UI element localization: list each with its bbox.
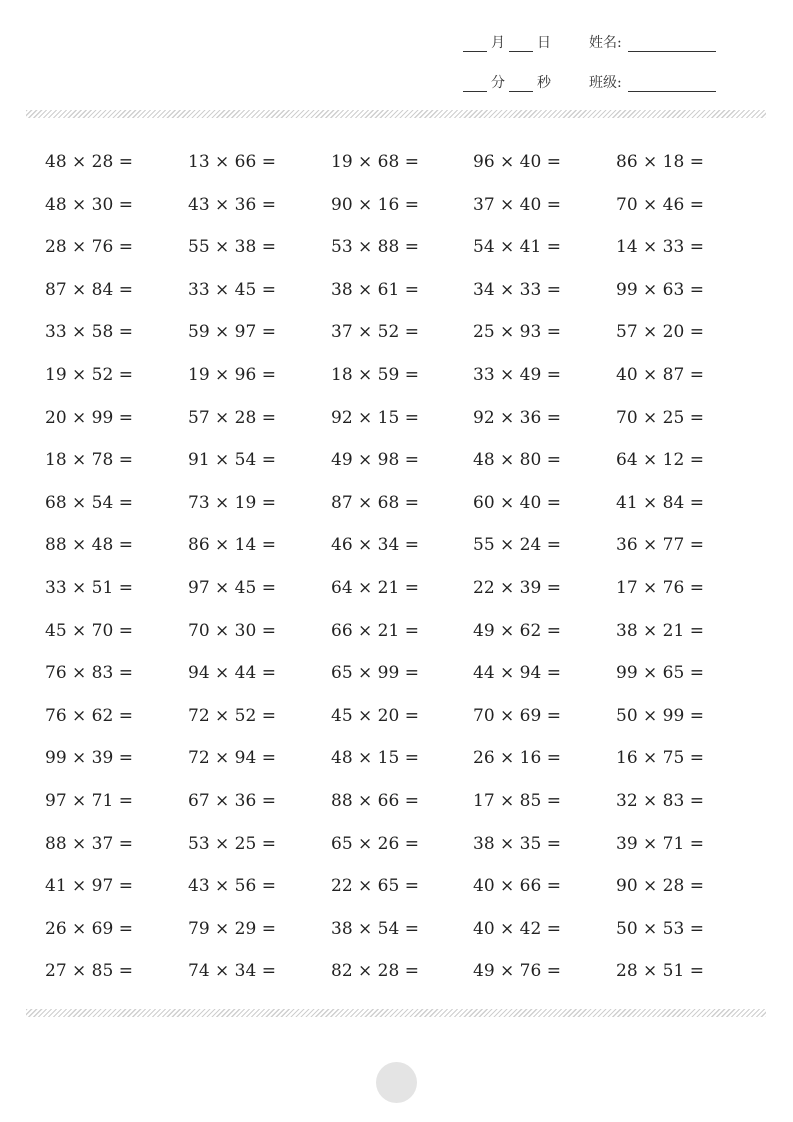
problem-item: 64 × 12 = <box>616 450 704 471</box>
problem-item: 66 × 21 = <box>331 620 419 641</box>
problem-item: 70 × 25 = <box>616 407 704 428</box>
problem-item: 28 × 76 = <box>45 237 133 258</box>
problem-item: 18 × 59 = <box>331 365 419 385</box>
problem-item: 16 × 75 = <box>616 748 704 769</box>
problem-item: 73 × 19 = <box>188 492 276 513</box>
problem-item: 41 × 97 = <box>45 876 133 897</box>
class-label: 班级: <box>589 75 622 91</box>
problem-item: 92 × 15 = <box>331 407 419 428</box>
problem-item: 87 × 84 = <box>45 279 133 300</box>
problem-item: 13 × 66 = <box>188 152 276 172</box>
problem-item: 27 × 85 = <box>45 961 133 982</box>
problem-item: 88 × 37 = <box>45 833 133 854</box>
problem-item: 38 × 61 = <box>331 279 419 300</box>
problem-item: 40 × 87 = <box>616 365 704 385</box>
problem-item: 50 × 53 = <box>616 918 704 939</box>
problem-item: 79 × 29 = <box>188 918 276 939</box>
month-label: 月 <box>491 35 505 51</box>
problem-item: 37 × 52 = <box>331 322 419 343</box>
problem-item: 67 × 36 = <box>188 791 276 811</box>
problem-item: 60 × 40 = <box>473 492 561 513</box>
problem-item: 19 × 96 = <box>188 365 276 385</box>
problem-item: 48 × 15 = <box>331 748 419 769</box>
problem-item: 92 × 36 = <box>473 407 561 428</box>
problem-item: 14 × 33 = <box>616 237 704 258</box>
problem-item: 86 × 14 = <box>188 535 276 556</box>
problem-item: 33 × 49 = <box>473 365 561 385</box>
problem-item: 76 × 83 = <box>45 663 133 684</box>
problem-item: 25 × 93 = <box>473 322 561 343</box>
problem-item: 70 × 30 = <box>188 620 276 641</box>
problem-item: 70 × 69 = <box>473 705 561 726</box>
problem-item: 33 × 45 = <box>188 279 276 300</box>
problem-item: 55 × 38 = <box>188 237 276 258</box>
name-label: 姓名: <box>589 35 622 51</box>
problem-item: 43 × 36 = <box>188 194 276 215</box>
problem-item: 97 × 45 = <box>188 578 276 598</box>
problem-item: 97 × 71 = <box>45 791 133 811</box>
problem-item: 86 × 18 = <box>616 152 704 172</box>
day-label: 日 <box>537 35 551 51</box>
problem-item: 57 × 28 = <box>188 407 276 428</box>
page-indicator <box>376 1062 417 1103</box>
problem-item: 88 × 66 = <box>331 791 419 811</box>
problem-item: 49 × 62 = <box>473 620 561 641</box>
problem-item: 53 × 88 = <box>331 237 419 258</box>
problem-item: 22 × 39 = <box>473 578 561 598</box>
problem-item: 65 × 26 = <box>331 833 419 854</box>
problem-item: 94 × 44 = <box>188 663 276 684</box>
problem-item: 39 × 71 = <box>616 833 704 854</box>
problem-item: 22 × 65 = <box>331 876 419 897</box>
minute-label: 分 <box>491 75 505 91</box>
bottom-divider <box>26 1009 766 1017</box>
problem-item: 53 × 25 = <box>188 833 276 854</box>
problem-item: 76 × 62 = <box>45 705 133 726</box>
problem-item: 82 × 28 = <box>331 961 419 982</box>
problem-item: 46 × 34 = <box>331 535 419 556</box>
problem-item: 20 × 99 = <box>45 407 133 428</box>
problem-item: 26 × 16 = <box>473 748 561 769</box>
problem-item: 48 × 28 = <box>45 152 133 172</box>
problem-item: 38 × 21 = <box>616 620 704 641</box>
problem-item: 40 × 66 = <box>473 876 561 897</box>
problem-item: 59 × 97 = <box>188 322 276 343</box>
problem-item: 65 × 99 = <box>331 663 419 684</box>
problem-item: 38 × 35 = <box>473 833 561 854</box>
problem-item: 37 × 40 = <box>473 194 561 215</box>
problem-item: 96 × 40 = <box>473 152 561 172</box>
problem-item: 90 × 28 = <box>616 876 704 897</box>
problem-item: 17 × 85 = <box>473 791 561 811</box>
problem-item: 48 × 80 = <box>473 450 561 471</box>
problem-item: 49 × 76 = <box>473 961 561 982</box>
problem-item: 28 × 51 = <box>616 961 704 982</box>
problem-item: 34 × 33 = <box>473 279 561 300</box>
problem-item: 64 × 21 = <box>331 578 419 598</box>
problem-item: 43 × 56 = <box>188 876 276 897</box>
problem-item: 70 × 46 = <box>616 194 704 215</box>
problem-item: 49 × 98 = <box>331 450 419 471</box>
problem-item: 45 × 20 = <box>331 705 419 726</box>
problem-item: 68 × 54 = <box>45 492 133 513</box>
problem-item: 99 × 39 = <box>45 748 133 769</box>
problem-item: 38 × 54 = <box>331 918 419 939</box>
second-label: 秒 <box>537 75 551 91</box>
problem-item: 50 × 99 = <box>616 705 704 726</box>
problem-item: 99 × 65 = <box>616 663 704 684</box>
problem-item: 19 × 68 = <box>331 152 419 172</box>
problem-item: 87 × 68 = <box>331 492 419 513</box>
problem-item: 19 × 52 = <box>45 365 133 385</box>
problem-item: 88 × 48 = <box>45 535 133 556</box>
problem-item: 55 × 24 = <box>473 535 561 556</box>
problem-item: 57 × 20 = <box>616 322 704 343</box>
problem-item: 40 × 42 = <box>473 918 561 939</box>
problem-item: 26 × 69 = <box>45 918 133 939</box>
problem-item: 74 × 34 = <box>188 961 276 982</box>
problem-item: 45 × 70 = <box>45 620 133 641</box>
problem-item: 90 × 16 = <box>331 194 419 215</box>
problem-item: 48 × 30 = <box>45 194 133 215</box>
problem-item: 18 × 78 = <box>45 450 133 471</box>
problem-item: 72 × 94 = <box>188 748 276 769</box>
problem-item: 44 × 94 = <box>473 663 561 684</box>
problem-item: 36 × 77 = <box>616 535 704 556</box>
problem-item: 33 × 58 = <box>45 322 133 343</box>
problem-item: 17 × 76 = <box>616 578 704 598</box>
problem-item: 91 × 54 = <box>188 450 276 471</box>
problem-item: 54 × 41 = <box>473 237 561 258</box>
problem-item: 41 × 84 = <box>616 492 704 513</box>
problem-item: 99 × 63 = <box>616 279 704 300</box>
problem-item: 72 × 52 = <box>188 705 276 726</box>
problem-item: 32 × 83 = <box>616 791 704 811</box>
problem-item: 33 × 51 = <box>45 578 133 598</box>
